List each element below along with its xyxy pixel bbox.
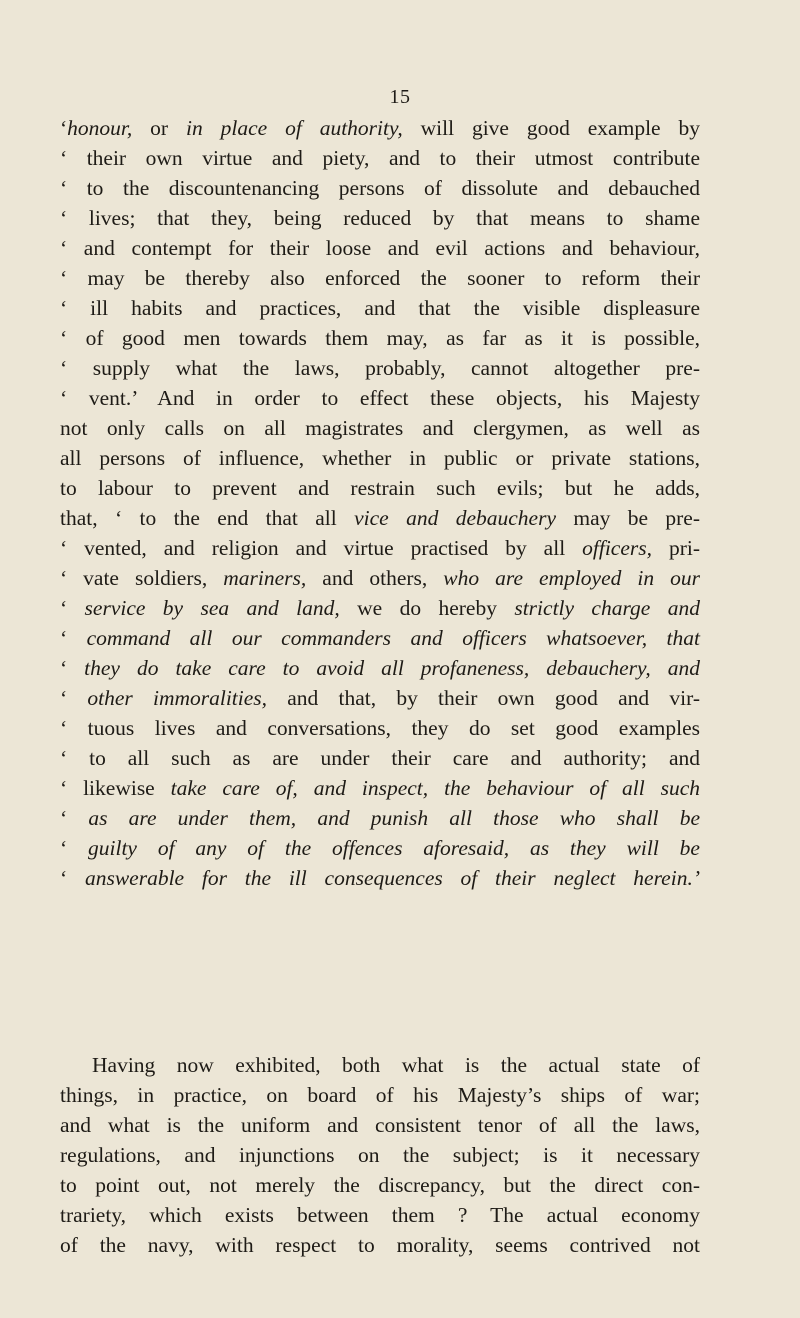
text-line	[60, 173, 700, 203]
text-span: ‘	[60, 686, 88, 710]
text-span: ‘	[60, 596, 85, 620]
text-line	[60, 1110, 700, 1140]
italic-text-span: take care of, and inspect, the behaviour of all such	[170, 776, 701, 800]
italic-text-span: mariners,	[223, 566, 307, 590]
text-line	[60, 713, 700, 743]
text-line	[60, 593, 700, 623]
text-line	[60, 383, 700, 413]
text-line	[60, 1140, 700, 1170]
text-span: ‘	[60, 116, 68, 140]
text-span: ‘ and contempt for their loose and evil actions and behaviour,	[60, 236, 700, 260]
italic-text-span: guilty of any of the offences aforesaid, as they will be	[88, 836, 700, 860]
text-span: not only calls on all magistrates and clergymen, as well as	[60, 416, 700, 440]
text-span: ‘ to the discountenancing persons of dissolute and debauched	[60, 176, 700, 200]
text-span: to point out, not merely the discrepancy, but the direct con-	[60, 1173, 700, 1197]
text-span: regulations, and injunctions on the subject; is it necessary	[60, 1143, 700, 1167]
text-span: ‘	[60, 656, 85, 680]
text-span: ‘ likewise	[60, 776, 171, 800]
text-span: ‘ to all such as are under their care and authority; and	[60, 746, 700, 770]
text-span: and that, by their own good and vir-	[267, 686, 700, 710]
italic-text-span: they do take care to avoid all profaneness, debauchery, and	[84, 656, 700, 680]
italic-text-span: other immoralities,	[87, 686, 268, 710]
text-span: and others,	[306, 566, 444, 590]
italic-text-span: command all our commanders and officers whatsoever, that	[86, 626, 700, 650]
text-span: of the navy, with respect to morality, seems contrived not	[60, 1233, 700, 1257]
text-span: ‘ vate soldiers,	[60, 566, 224, 590]
page-number: 15	[389, 86, 411, 108]
italic-text-span: vice and debauchery	[354, 506, 556, 530]
text-span: ‘	[60, 836, 89, 860]
text-line	[60, 323, 700, 353]
text-span: ‘ vented, and religion and virtue practised by all	[60, 536, 583, 560]
text-line	[60, 293, 700, 323]
text-span: ‘ ill habits and practices, and that the visible displeasure	[60, 296, 700, 320]
text-line	[60, 863, 700, 893]
text-span: ‘ of good men towards them may, as far as it is possible,	[60, 326, 700, 350]
text-span: ‘	[60, 866, 85, 890]
italic-text-span: as are under them, and punish all those who shall be	[88, 806, 700, 830]
text-span: may be pre-	[555, 506, 701, 530]
text-line	[60, 353, 700, 383]
italic-text-span: answerable for the ill consequences of their neglect herein.’	[84, 866, 700, 890]
text-span: ‘ lives; that they, being reduced by that means to shame	[60, 206, 700, 230]
text-span: ‘ their own virtue and piety, and to their utmost contribute	[60, 146, 700, 170]
text-line	[60, 803, 700, 833]
text-line	[60, 1200, 700, 1230]
text-span: ‘ supply what the laws, probably, cannot altogether pre-	[60, 356, 700, 380]
italic-text-span: service by sea and land,	[84, 596, 340, 620]
italic-text-span: who are employed in our	[443, 566, 701, 590]
paragraph-1	[60, 113, 700, 893]
text-line	[60, 1230, 700, 1260]
text-span: that, ‘ to the end that all	[60, 506, 355, 530]
text-line	[60, 1050, 700, 1080]
italic-text-span: officers,	[582, 536, 652, 560]
text-line	[60, 263, 700, 293]
text-span: ‘ may be thereby also enforced the sooner to reform their	[60, 266, 700, 290]
text-line	[60, 503, 700, 533]
text-line	[60, 563, 700, 593]
text-line	[60, 413, 700, 443]
text-span: ‘ vent.’ And in order to effect these objects, his Majesty	[60, 386, 700, 410]
text-span: will give good example by	[402, 116, 700, 140]
text-span: ‘ tuous lives and conversations, they do set good examples	[60, 716, 700, 740]
text-span: or	[132, 116, 186, 140]
paragraph-2	[60, 1050, 700, 1260]
text-span: to labour to prevent and restrain such evils; but he adds,	[60, 476, 700, 500]
text-line	[60, 473, 700, 503]
text-line	[60, 113, 700, 143]
text-line	[60, 143, 700, 173]
text-line	[60, 683, 700, 713]
text-line	[60, 533, 700, 563]
text-span: things, in practice, on board of his Majesty’s ships of war;	[60, 1083, 700, 1107]
text-span: and what is the uniform and consistent tenor of all the laws,	[60, 1113, 700, 1137]
italic-text-span: strictly charge and	[514, 596, 700, 620]
text-span: Having now exhibited, both what is the actual state of	[92, 1053, 700, 1077]
text-span: we do hereby	[339, 596, 515, 620]
text-line	[60, 743, 700, 773]
text-line	[60, 233, 700, 263]
text-line	[60, 1170, 700, 1200]
text-span: trariety, which exists between them ? The actual economy	[60, 1203, 700, 1227]
text-line	[60, 1080, 700, 1110]
text-span: ‘	[60, 626, 87, 650]
text-line	[60, 833, 700, 863]
text-span: ‘	[60, 806, 89, 830]
text-span: all persons of influence, whether in public or private stations,	[60, 446, 700, 470]
text-span: pri-	[652, 536, 700, 560]
text-line	[60, 623, 700, 653]
italic-text-span: honour,	[67, 116, 133, 140]
text-line	[60, 653, 700, 683]
text-line	[60, 443, 700, 473]
italic-text-span: in place of authority,	[186, 116, 403, 140]
text-line	[60, 203, 700, 233]
text-line	[60, 773, 700, 803]
